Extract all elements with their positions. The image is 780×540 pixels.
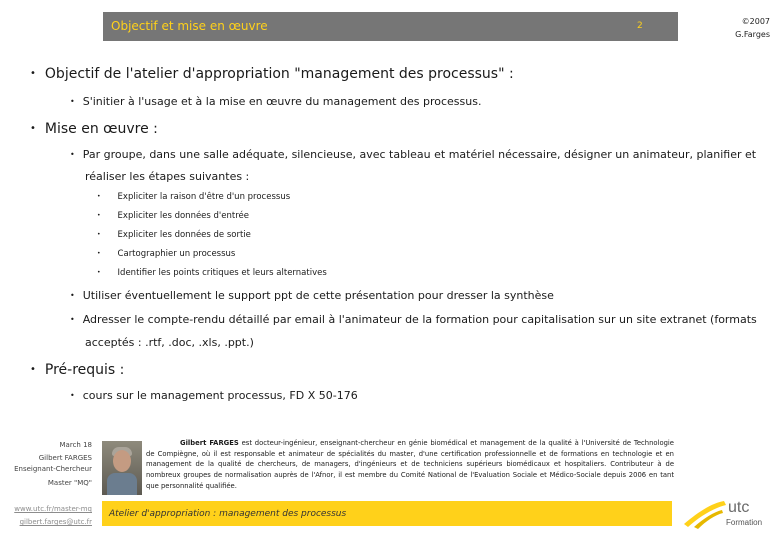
bullet-icon: • bbox=[70, 315, 75, 324]
bio-author-name: Gilbert FARGES bbox=[180, 439, 239, 447]
bullet-icon: • bbox=[97, 231, 101, 238]
section-prerequis-title: • Pré-requis : bbox=[30, 362, 125, 378]
utc-swoosh-icon bbox=[680, 494, 775, 530]
bullet-icon: • bbox=[30, 123, 36, 134]
footer-program: Master "MQ" bbox=[47, 479, 92, 487]
bullet-icon: • bbox=[30, 68, 36, 79]
footer-email-link[interactable]: gilbert.farges@utc.fr bbox=[19, 518, 92, 526]
bullet-icon: • bbox=[70, 391, 75, 400]
step-item: • Expliciter les données d'entrée bbox=[97, 211, 249, 221]
footer-date: March 18 bbox=[59, 441, 92, 449]
mise-en-oeuvre-item-3: • Adresser le compte-rendu détaillé par email à l'animateur de la formation pour capitalisation sur un site extranet (formats bbox=[70, 313, 757, 326]
step-item: • Expliciter les données de sortie bbox=[97, 230, 251, 240]
utc-logo bbox=[680, 494, 775, 530]
mise-en-oeuvre-item-1-cont: réaliser les étapes suivantes : bbox=[85, 170, 250, 183]
author-photo bbox=[102, 441, 142, 495]
author-bio bbox=[146, 438, 674, 492]
copyright-year: ©2007 bbox=[741, 17, 770, 26]
objectif-item: • S'initier à l'usage et à la mise en œuvre du management des processus. bbox=[70, 95, 482, 108]
course-title-bar bbox=[102, 501, 672, 526]
bullet-icon: • bbox=[70, 97, 75, 106]
section-objectif-title: • Objectif de l'atelier d'appropriation "management des processus" : bbox=[30, 66, 514, 82]
mise-en-oeuvre-item-1: • Par groupe, dans une salle adéquate, silencieuse, avec tableau et matériel nécessaire, désigner un animateur, planifier et bbox=[70, 148, 757, 161]
step-item: • Cartographier un processus bbox=[97, 249, 236, 259]
copyright bbox=[735, 15, 770, 41]
step-item: • Expliciter la raison d'être d'un processus bbox=[97, 192, 291, 202]
bullet-icon: • bbox=[30, 364, 36, 375]
mise-en-oeuvre-item-2: • Utiliser éventuellement le support ppt de cette présentation pour dresser la synthèse bbox=[70, 289, 554, 302]
footer-role: Enseignant-Chercheur bbox=[14, 465, 92, 473]
footer-author: Gilbert FARGES bbox=[38, 454, 92, 462]
prerequis-item: • cours sur le management processus, FD X 50-176 bbox=[70, 389, 358, 402]
bullet-icon: • bbox=[97, 193, 101, 200]
course-title: Atelier d'appropriation : management des processus bbox=[109, 509, 347, 519]
mise-en-oeuvre-item-3-cont: acceptés : .rtf, .doc, .xls, .ppt.) bbox=[85, 336, 254, 349]
footer-website-link[interactable]: www.utc.fr/master-mq bbox=[14, 505, 92, 513]
bullet-icon: • bbox=[97, 269, 101, 276]
copyright-author: G.Farges bbox=[735, 30, 770, 39]
page-number: 2 bbox=[637, 21, 643, 31]
slide-title: Objectif et mise en œuvre bbox=[111, 19, 268, 33]
bullet-icon: • bbox=[97, 212, 101, 219]
bullet-icon: • bbox=[97, 250, 101, 257]
section-mise-en-oeuvre-title: • Mise en œuvre : bbox=[30, 121, 158, 137]
bio-text: est docteur-ingénieur, enseignant-chercheur en génie biomédical et management de la qualité à l'Université de Technologie de Compiègne, où il est responsable et animateur de spécialités du master, d'une certification professionnelle et de formations en technologie et en management de la qualité de chercheurs, de managers, d'ingénieurs et de techniciens supérieurs biomédicaux et hospitaliers. Contributeur à de nombreux groupes de normalisation auprès de l'Afnor, il est membre du Comité National de l'Evaluation Sociale et Médico-Sociale depuis 2006 en tant que personnalité qualifiée. bbox=[146, 439, 674, 490]
logo-text: utc bbox=[728, 499, 750, 516]
bullet-icon: • bbox=[70, 150, 75, 159]
step-item: • Identifier les points critiques et leurs alternatives bbox=[97, 268, 327, 278]
header-bar bbox=[103, 12, 678, 41]
bullet-icon: • bbox=[70, 291, 75, 300]
logo-subtext: Formation bbox=[726, 518, 763, 527]
